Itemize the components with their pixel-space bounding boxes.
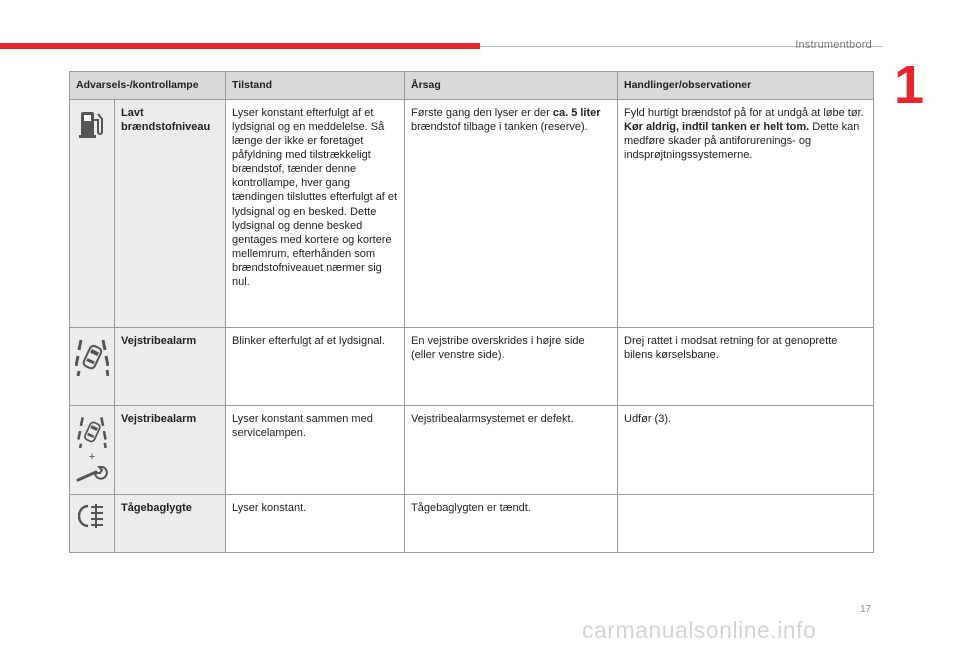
section-title: Instrumentbord: [795, 39, 872, 51]
wrench-icon: [76, 466, 108, 482]
header-red-bar: [0, 43, 480, 49]
lane-departure-icon: [75, 336, 109, 376]
table-row: [70, 100, 874, 328]
lamp-icon-cell: [70, 406, 115, 495]
column-header-cause: Årsag: [405, 72, 618, 100]
lamp-icon-cell: [70, 495, 115, 553]
lamp-cause: [405, 100, 618, 328]
plus-sign: +: [88, 451, 96, 463]
action-text: Fyld hurtigt brændstof på for at undgå at løbe tør.: [624, 107, 864, 119]
cause-bold-text: ca. 5 liter: [552, 107, 601, 119]
table-row: [70, 406, 874, 495]
action-text-suffix: Dette kan medføre skader på antiforurenings- og indsprøjtningssystemerne.: [624, 121, 860, 162]
lamp-action: Udfør (3).: [618, 406, 874, 495]
lamp-name: Lavt brændstofniveau: [115, 100, 226, 328]
cause-text-suffix: brændstof tilbage i tanken (reserve).: [411, 121, 588, 134]
lamp-icon-cell: [70, 328, 115, 406]
lamp-cause: En vejstribe overskrides i højre side (eller venstre side).: [405, 328, 618, 406]
lamp-state: Blinker efterfulgt af et lydsignal.: [226, 328, 405, 406]
table-row: [70, 495, 874, 553]
table-header-row: [70, 72, 874, 100]
action-bold-text: Kør aldrig, indtil tanken er helt tom.: [624, 121, 810, 134]
lamp-action: [618, 100, 874, 328]
lane-departure-icon: [77, 414, 107, 448]
column-header-actions: Handlinger/observationer: [618, 72, 874, 100]
lamp-name: Vejstribealarm: [115, 406, 226, 495]
rear-fog-light-icon: [78, 503, 106, 529]
lamp-state: Lyser konstant efterfulgt af et lydsignal og en meddelelse. Så længe der ikke er foretaget påfyldning med tilstrækkeligt brændstof, tænder denne kontrollampe, hver gang tændingen tilsluttes efterfulgt af et lydsignal og en besked. Dette lydsignal og denne besked gentages med kortere og kortere mellemrum, efterhånden som brændstofniveauet nærmer sig nul.: [226, 100, 405, 328]
cause-text: Første gang den lyser er der: [411, 107, 553, 119]
lamp-state: Lyser konstant.: [226, 495, 405, 553]
lamp-name: Vejstribealarm: [115, 328, 226, 406]
chapter-number: 1: [894, 55, 925, 115]
table-row: [70, 328, 874, 406]
page-number: 17: [860, 604, 872, 615]
lamp-state: Lyser konstant sammen med servicelampen.: [226, 406, 405, 495]
lamp-name: Tågebaglygte: [115, 495, 226, 553]
lamp-cause: Tågebaglygten er tændt.: [405, 495, 618, 553]
column-header-state: Tilstand: [226, 72, 405, 100]
watermark: carmanualsonline.info: [582, 617, 817, 643]
lamp-icon-cell: [70, 100, 115, 328]
fuel-pump-icon: [77, 108, 107, 140]
warning-lamp-table: [69, 71, 874, 553]
column-header-lamp: Advarsels-/kontrollampe: [70, 72, 226, 100]
lamp-cause: Vejstribealarmsystemet er defekt.: [405, 406, 618, 495]
lamp-action: Drej rattet i modsat retning for at genoprette bilens kørselsbane.: [618, 328, 874, 406]
lamp-action: [618, 495, 874, 553]
